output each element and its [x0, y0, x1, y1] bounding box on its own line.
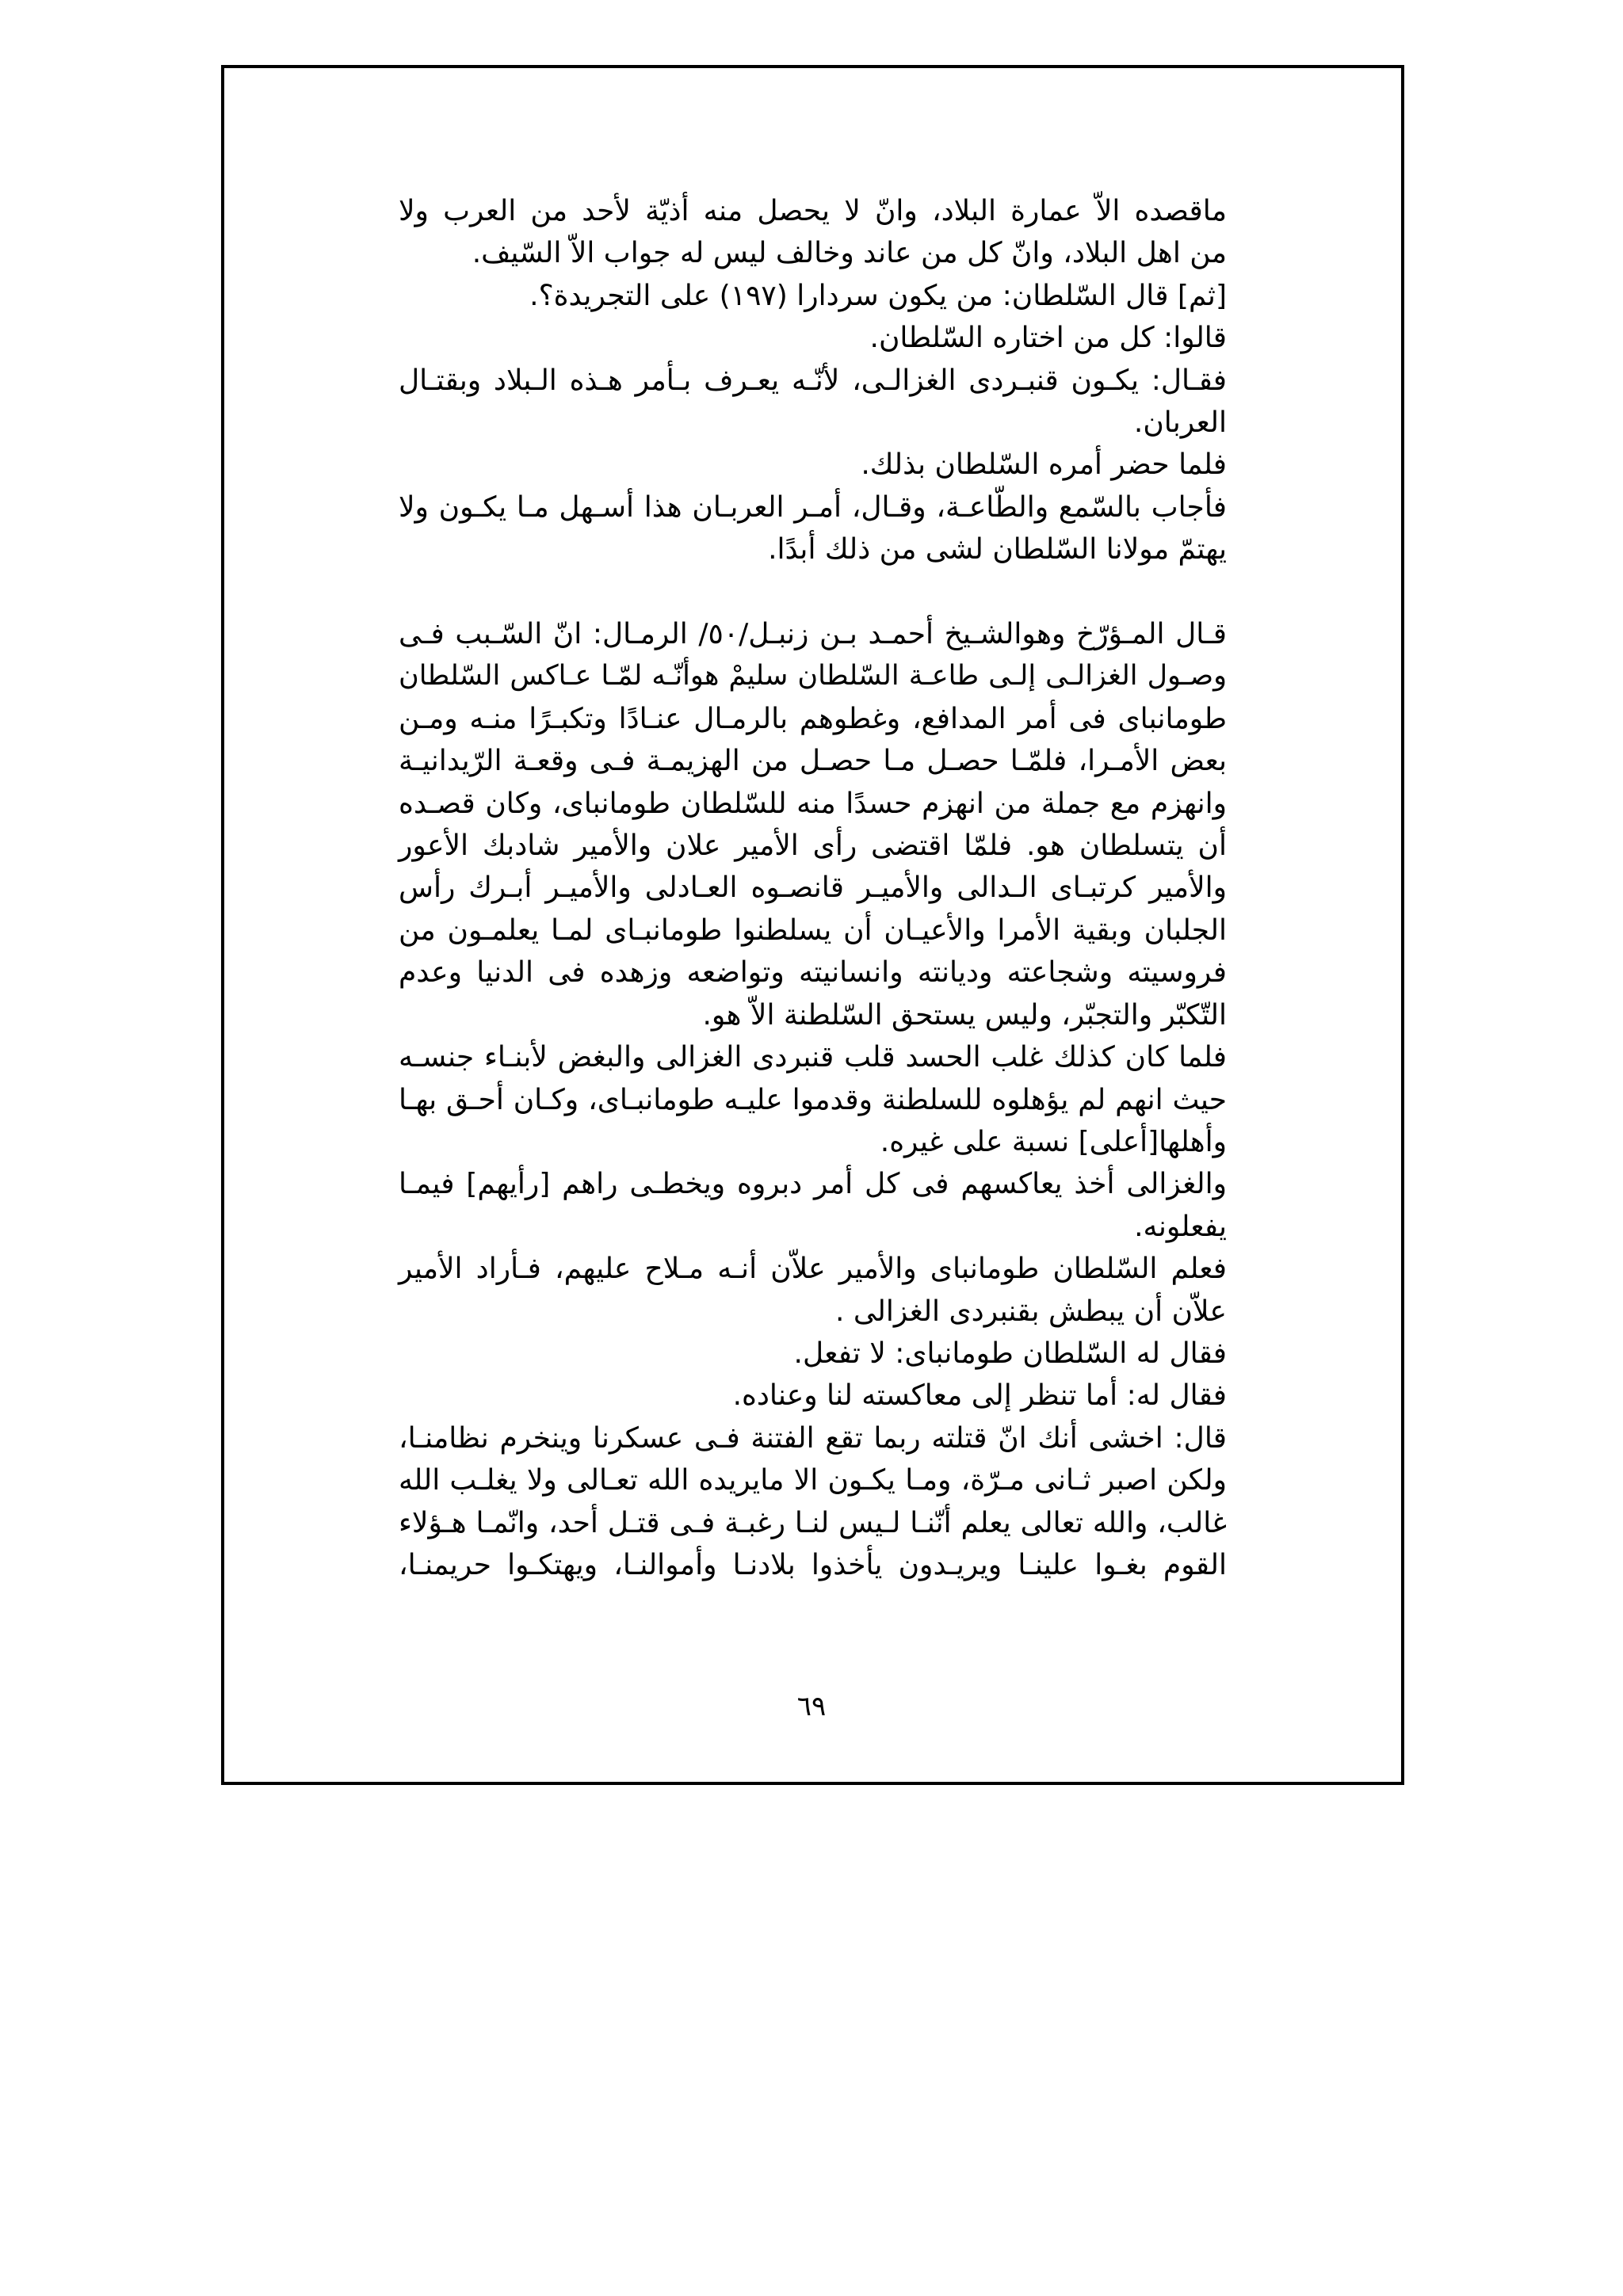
text-line: بعض الأمـرا، فلمّـا حصـل مـا حصـل من الهزيمـة فـى وقعـة الرّيدانيـة: [399, 745, 1227, 778]
text-line: وصـول الغزالـى إلـى طاعـة السّلطان سليمْ هوأنّـه لمّـا عـاكس السّلطان: [399, 660, 1227, 692]
text-line: فقال له: أما تنظر إلى معاكسته لنا وعناده.: [732, 1379, 1227, 1413]
text-line: فعلم السّلطان طومانباى والأمير علاّن أنـه مـلاح عليهم، فـأراد الأمير: [399, 1253, 1227, 1286]
text-line: قال: اخشى أنك انّ قتلته ربما تقع الفتنة فـى عسكرنا وينخرم نظامنـا،: [399, 1421, 1227, 1455]
text-line: ولكن اصبر ثـانى مـرّة، ومـا يكـون الا مايريده الله تعـالى ولا يغلـب الله: [399, 1464, 1227, 1497]
page-number: ٦٩: [796, 1691, 827, 1722]
text-line: أن يتسلطان هو. فلمّا اقتضى رأى الأمير علان والأمير شادبك الأعور: [399, 830, 1227, 863]
text-line: علاّن أن يبطش بقنبردى الغزالى .: [834, 1295, 1227, 1328]
text-line: والأمير كرتبـاى الـدالى والأميـر قانصـوه العـادلى والأميـر أبـرك رأس: [399, 871, 1227, 905]
text-line: فقـال: يكـون قنبـردى الغزالـى، لأنّـه يعـرف بـأمر هـذه الـبلاد وبقتـال: [399, 364, 1227, 397]
body-text: [399, 190, 1227, 1586]
text-line: والغزالى أخذ يعاكسهم فى كل أمر دبروه ويخطـى راهم [رأيهم] فيمـا: [399, 1168, 1227, 1201]
text-line: فقال له السّلطان طومانباى: لا تفعل.: [793, 1337, 1227, 1370]
text-line: العربان.: [1133, 406, 1227, 440]
text-line: التّكبّر والتجبّر، وليس يستحق السّلطنة الاّ هو.: [702, 998, 1227, 1032]
text-line: فروسيته وشجاعته وديانته وانسانيته وتواضعه وزهده فى الدنيا وعدم: [399, 956, 1227, 990]
text-line: طومانباى فى أمر المدافع، وغطوهم بالرمـال عنـادًا وتكبـرًا منـه ومـن: [399, 702, 1227, 735]
text-line: القوم بغـوا علينـا ويريـدون يأخذوا بلادنـا وأموالنـا، ويهتكـوا حريمنـا،: [399, 1548, 1227, 1581]
text-line: قـال المـؤرّخ وهوالشـيخ أحمـد بـن زنبـل/٥٠/ الرمـال: انّ السّـبب فـى: [399, 618, 1227, 651]
paragraph-gap: [399, 571, 1227, 613]
text-line: وانهزم مع جملة من انهزم حسدًا منه للسّلطان طومانباى، وكان قصـده: [399, 787, 1227, 820]
text-line: حيث انهم لم يؤهلوه للسلطنة وقدموا عليـه طومانبـاى، وكـان أحـق بهـا: [399, 1083, 1227, 1116]
text-line: فلما حضر أمره السّلطان بذلك.: [861, 448, 1227, 482]
text-line: [ثم] قال السّلطان: من يكون سردارا (١٩٧) على التجريدة؟.: [529, 279, 1227, 312]
text-line: فلما كان كذلك غلب الحسد قلب قنبردى الغزالى والبغض لأبنـاء جنسـه: [399, 1041, 1227, 1074]
text-line: يهتمّ مولانا السّلطان لشى من ذلك أبدًا.: [768, 533, 1227, 566]
text-line: الجلبان وبقية الأمرا والأعيـان أن يسلطنوا طومانبـاى لمـا يعلمـون من: [399, 913, 1227, 947]
text-line: فأجاب بالسّمع والطّاعـة، وقـال، أمـر العربـان هذا أسـهل مـا يكـون ولا: [399, 490, 1227, 524]
text-line: من اهل البلاد، وانّ كل من عاند وخالف ليس له جواب الاّ السّيف.: [472, 237, 1227, 270]
text-line: غالب، والله تعالى يعلم أنّنـا لـيس لنـا رغبـة فـى قتـل أحد، وانّمـا هـؤلاء: [399, 1506, 1227, 1539]
text-line: يفعلونه.: [1134, 1210, 1227, 1243]
text-line: ماقصده الاّ عمارة البلاد، وانّ لا يحصل منه أذيّة لأحد من العرب ولا: [399, 195, 1227, 227]
text-line: وأهلها[أعلى] نسبة على غيره.: [880, 1125, 1227, 1158]
text-line: قالوا: كل من اختاره السّلطان.: [869, 322, 1227, 355]
